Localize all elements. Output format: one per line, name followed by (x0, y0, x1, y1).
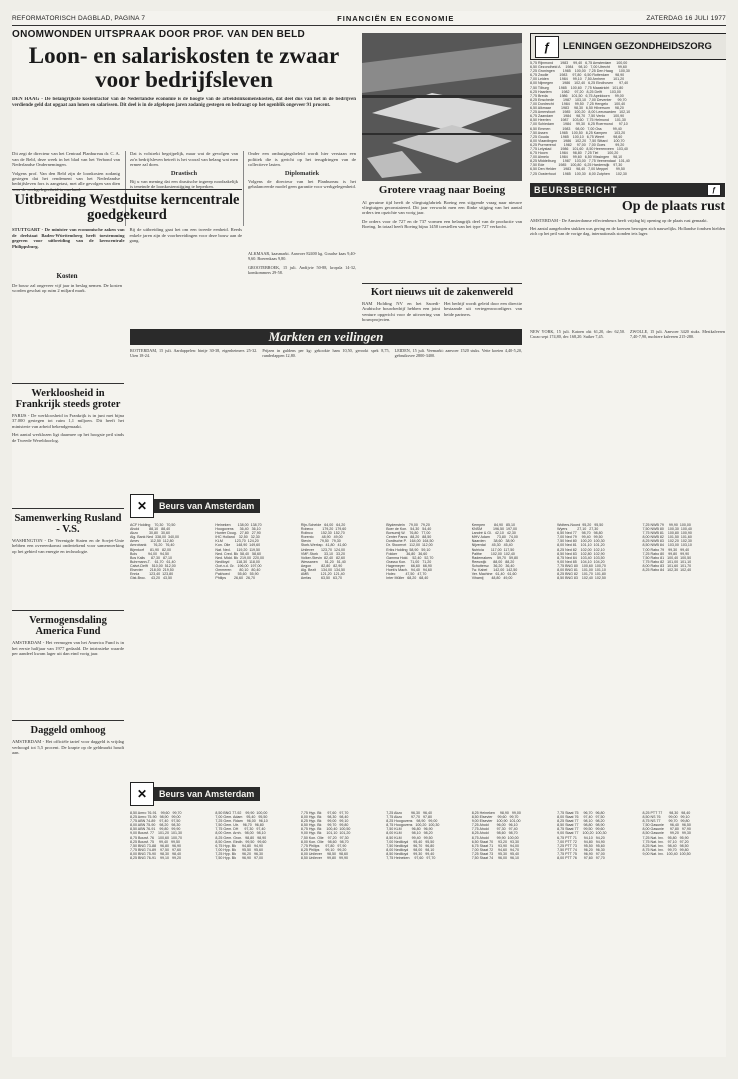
leningen-seal-icon: ƒ (535, 36, 559, 58)
brief-rusland-body: WASHINGTON - De Verenigde Staten en de Sovjet-Unie hebben een overeenkomst ondertekend voor samenwerking op het gebied van energie en technologie. (12, 538, 124, 554)
leningen-title: LENINGEN GEZONDHEIDSZORG (563, 41, 712, 52)
beurs-amsterdam-1-table: ACF Holding 70,30 70,50 Ahold 88,10 88,40 Akzo 30,80 30,60 Alg. Bank Ned 338,00 340,00 Amev 112,50 112,80 Amrobank 76,20 76,40 Bijenkorf 81,90 82,00 Bols 94,00 94,50 Bos Kalis 87,30 87,10 Buhrmann-T. 61,70 61,40 Calvé-Delft 510,00 512,00 Elsevier 218,00 219,50 Ennia 123,40 123,80 Gist-Broc. 43,20 43,50 Heineken 138,00 138,70 Hoogovens 36,40 36,10 Hunter Doug. 27,80 27,90 IHC Holland 32,50 32,30 KLM 123,70 124,20 Kon. Olie 148,90 149,60 Nat. Ned. 119,20 119,50 Ned. Cred. Bk 58,40 58,60 Ned. Midd. Bk 219,00 220,00 Nedlloyd 118,30 118,00 Océ-v.d. Gr. 196,00 197,00 Ommeren 80,10 80,40 Pakhoed 55,60 55,90 Philips 26,60 26,70 Rijn-Schelde 64,00 64,20 Robeco 179,20 179,60 Rolinco 152,30 152,70 Rorento 48,90 49,00 Stevin 79,50 79,30 Stork-Werksp. 41,80 41,60 Unilever 123,70 124,00 VMF-Stork 33,10 33,20 Volker-Stevin 82,40 82,60 Wessanen 51,20 51,40 Aegon 82,80 82,90 Alg. Bezit 134,00 134,50 AMB 121,20 121,40 Amfas 63,50 63,70 Blydenstein 79,00 79,20 Boer de Kon. 54,30 54,40 Borsumij W. 76,80 77,00 Center Parcs 88,20 88,50 Dordtsche P. 164,00 164,50 Dr. Stoomvrt 112,00 112,00 Eriks Holding 58,90 59,10 Fokker 36,80 36,60 Gamma Hold. 52,40 52,70 Grasso Kon. 71,00 71,20 Hagemeyer 66,60 66,90 Hoek's Mach. 94,40 94,60 Holec 47,50 47,70 Inter Müller 68,20 68,40 Kempen 84,90 85,10 KNSM 196,50 197,00 Landré & Gl. 42,10 42,30 MHV Adam 73,80 74,00 Naarden 38,60 38,90 Nijverdal 45,30 45,40 Nutricia 117,00 117,50 Palthe 102,00 102,40 Rademakers 59,70 59,80 Reeuwijk 88,00 88,20 Schuttersv. 36,20 36,40 Tw. Kabel 142,00 142,50 Ver. Machine 61,40 61,60 Vihamij 48,80 49,00 Wolters-Noord 95,20 95,50 Wyers 27,10 27,30 6,50 Ned 77 98,70 98,80 7,00 Ned 79 99,40 99,50 7,50 Ned 80 100,20 100,30 8,00 Ned 81 101,10 101,20 8,25 Ned 82 102,00 102,10 8,50 Ned 83 102,80 102,90 8,75 Ned 84 103,40 103,50 9,00 Ned 85 104,10 104,20 7,75 BNG 80 100,60 100,70 8,00 BNG 81 101,00 101,10 8,25 BNG 82 101,70 101,80 8,50 BNG 83 102,40 102,50 7,25 NWB 79 99,90 100,00 7,50 NWB 80 100,30 100,40 7,75 NWB 81 100,80 100,90 8,00 NWB 82 101,50 101,60 8,25 NWB 83 102,20 102,30 8,50 NWB 84 103,00 103,10 7,00 Rabo 79 99,30 99,40 7,25 Rabo 80 99,80 99,90 7,50 Rabo 81 100,40 100,50 7,75 Rabo 82 101,00 101,10 8,00 Rabo 83 101,60 101,70 8,25 Rabo 84 102,30 102,40 (130, 523, 692, 581)
subhead-diplomatiek: Diplomatiek (284, 169, 320, 177)
markten-column-right (530, 329, 725, 393)
kosten-body: De bouw zal ongeveer vijf jaar in beslag nemen. De kosten worden geschat op ruim 2 miljard mark. (12, 283, 122, 294)
markten-body: ROTTERDAM, 15 juli. Aardappelen: bintje 30-38, eigenheimers 25-32. Uien 18-24. Prijzen in guldens per kg: gekookte ham 10,50, gerookt spek 8,75, runderlappen 12,80. LEIDEN, 15 juli. Veemarkt: aanvoer 1520 stuks. Vette koeien 4,40-5,20, gebruiksvee 2800-3400. (130, 348, 522, 359)
zakenwereld-body: BAM Holding NV en het Saoedi-Arabische bouwbedrijf hebben een joint venture opgericht voor de uitvoering van bouwprojecten. Het bedrijf wordt geleid door een directie bestaande uit vertegenwoordigers van beide partners. (362, 301, 522, 323)
boeing-body: Al geruime tijd heeft de vliegtuigfabriek Boeing een stijgende vraag naar nieuwe vliegtuigen geconstateerd. Dit jaar verwacht men een flinke stijging van het aantal orders ten opzichte van vorig jaar. De orders voor de 727 en de 737 vormen een belangrijk deel van de productie van Boeing. In totaal heeft Boeing bijna 1450 toestellen van het type 727 verkocht. (362, 199, 522, 230)
beursbericht-title: BEURSBERICHT (534, 185, 618, 195)
markten-article (130, 329, 522, 394)
brief-daggeld-body: AMSTERDAM - Het officiële tarief voor daggeld is vrijdag verhoogd tot 5,5 procent. De krapte op de geldmarkt houdt aan. (12, 739, 124, 755)
westduitse-headline: Uitbreiding Westduitse kerncentrale goedgekeurd (14, 192, 240, 224)
beurs-amsterdam-2-table: 8,50 Amro 76-91 99,60 99,70 8,25 Amro 75-90 98,90 99,00 7,75 ABN 74-89 97,40 97,50 8,00 ABN 75-90 98,20 98,30 8,50 ABN 76-91 99,80 99,90 9,00 Bouwf. 77 101,20 101,30 8,75 Bouwf. 76 100,60 100,70 8,25 Bouwf. 75 99,40 99,50 7,50 BNG 73-88 96,80 96,90 7,75 BNG 74-89 97,50 97,60 8,00 BNG 75-90 98,30 98,40 8,25 BNG 76-91 99,10 99,20 8,50 BNG 77-92 99,90 100,00 7,00 Gem. Adam 95,40 95,50 7,25 Gem. Rdam 96,00 96,10 7,50 Gem. Utr. 96,70 96,80 7,75 Gem. DH 97,30 97,40 8,00 Gem. Arnh. 98,00 98,10 8,25 Gem. Gron. 98,80 98,90 8,50 Gem. Eindh. 99,50 99,60 6,75 Hyp. Bk 94,80 94,90 7,00 Hyp. Bk 95,50 95,60 7,25 Hyp. Bk 96,20 96,30 7,50 Hyp. Bk 96,90 97,00 7,75 Hyp. Bk 97,60 97,70 8,00 Hyp. Bk 98,30 98,40 8,25 Hyp. Bk 99,00 99,10 8,50 Hyp. Bk 99,70 99,80 8,75 Hyp. Bk 100,40 100,50 9,00 Hyp. Bk 101,10 101,20 7,50 Kon. Olie 97,20 97,30 8,00 Kon. Olie 98,60 98,70 7,75 Philips 97,80 97,90 8,25 Philips 99,10 99,20 8,00 Unilever 98,50 98,60 8,50 Unilever 99,80 99,90 7,25 Akzo 96,30 96,40 7,75 Akzo 97,70 97,80 8,25 Hoogovens 98,90 99,00 8,75 Hoogovens 100,20 100,30 7,50 KLM 96,80 96,90 8,00 KLM 98,10 98,20 8,50 KLM 99,40 99,50 7,00 Nedlloyd 95,40 95,50 7,50 Nedlloyd 96,70 96,80 8,00 Nedlloyd 98,00 98,10 8,50 Nedlloyd 99,30 99,40 7,75 Heineken 97,60 97,70 8,25 Heineken 98,90 99,00 8,50 Elsevier 99,60 99,70 9,00 Elsevier 100,90 101,00 7,25 Ahold 96,00 96,10 7,75 Ahold 97,30 97,40 8,25 Ahold 98,60 98,70 8,75 Ahold 99,90 100,00 6,50 Staat 70 93,20 93,30 6,75 Staat 71 93,90 94,00 7,00 Staat 72 94,60 94,70 7,25 Staat 73 95,30 95,40 7,50 Staat 74 96,00 96,10 7,75 Staat 75 96,70 96,80 8,00 Staat 76 97,40 97,50 8,25 Staat 77 98,10 98,20 8,50 Staat 77 98,80 98,90 8,75 Staat 77 99,50 99,60 9,00 Staat 77 100,20 100,30 6,75 PTT 71 94,10 94,20 7,00 PTT 72 94,80 94,90 7,25 PTT 73 95,50 95,60 7,50 PTT 74 96,20 96,30 7,75 PTT 75 96,90 97,00 8,00 PTT 76 97,60 97,70 8,25 PTT 77 98,30 98,40 8,50 NS 76 99,00 99,10 8,75 NS 77 99,70 99,80 7,50 Gasunie 96,40 96,50 8,00 Gasunie 97,80 97,90 8,50 Gasunie 99,20 99,30 7,25 Nat. Inv. 95,80 95,90 7,75 Nat. Inv. 97,10 97,20 8,25 Nat. Inv. 98,40 98,50 8,75 Nat. Inv. 99,70 99,80 9,00 Nat. Inv. 100,40 100,50 (130, 811, 691, 861)
valutakoersen-text: ALKMAAR, kaasmarkt. Aanvoer 82400 kg. Goudse kaas 9,40-9,60. Boerenkaas 9,80. GROOTEBROEK, 15 juli. Andijvie 50-88, kropsla 14-32, komkommers 29-58. (248, 251, 356, 276)
beursbericht-headline: Op de plaats rust (621, 199, 725, 214)
newspaper-page (12, 11, 726, 1057)
beurs-amsterdam-1-header (130, 493, 260, 519)
sidebar-briefs (12, 383, 124, 799)
brief-werkloosheid-headline: Werkloosheid in Frankrijk steeds groter (15, 388, 121, 411)
beursbericht (530, 183, 725, 276)
leningen-header (530, 33, 726, 60)
beursbericht-body: AMSTERDAM - De Amsterdamse effectenbeurs heeft vrijdag bij opening op de plaats rust gemaakt. Het aantal aangeboden stukken was gering en de koersen bewogen zich nauwelijks. Hollandse fondsen hielden zich op het peil van de vorige dag, internationals stonden iets lager. (530, 217, 725, 236)
kosten-subhead: Kosten (56, 272, 78, 280)
beursbericht-banner (530, 183, 725, 197)
subhead-drastisch: Drastisch (170, 169, 198, 177)
boeing-headline: Grotere vraag naar Boeing (378, 184, 506, 196)
kosten-section (12, 269, 122, 307)
amsterdam-arms-icon-1: ✕ (130, 494, 154, 518)
brief-daggeld-headline: Daggeld omhoog (30, 725, 106, 737)
valutakoersen-box (248, 251, 356, 291)
brief-werkloosheid-body: PARIJS - De werkloosheid in Frankrijk is in juni met bijna 37.000 gestegen tot ruim 1,1 miljoen. Dit heeft het ministerie van arbeid bekendgemaakt. Het aantal werklozen ligt daarmee op het hoogste peil sinds de Tweede Wereldoorlog. (12, 413, 124, 443)
beurs-amsterdam-2-header (130, 781, 260, 807)
masthead-date: ZATERDAG 16 JULI 1977 (646, 14, 726, 22)
brief-america-fund-headline: Vermogensdaling America Fund (29, 615, 107, 638)
beurs-amsterdam-2-title: Beurs van Amsterdam (154, 787, 260, 801)
brief-rusland-headline: Samenwerking Rusland - V.S. (14, 513, 122, 536)
lead-kicker: ONOMWONDEN UITSPRAAK DOOR PROF. VAN DEN BELD (12, 29, 306, 40)
boeing-photo (362, 33, 522, 181)
amsterdam-arms-icon-2: ✕ (130, 782, 154, 806)
boeing-article (362, 185, 522, 284)
lead-column-1: Dit zegt de directeur van het Centraal Planbureau dr. C. A. van de Beld, deze week in het blad van het Verbond van Nederlandse Ondernemingen. Volgens prof. Van den Beld zijn de loonkosten zodanig gestegen dat het rendement van het Nederlandse bedrijfsleven fors is aangetast, met alle gevolgen van dien (12, 151, 120, 187)
beurs-amsterdam-1-title: Beurs van Amsterdam (154, 499, 260, 513)
brief-america-fund-body: AMSTERDAM - Het vermogen van het America Fund is in het eerste halfjaar van 1977 gedaald. De intrinsieke waarde per aandeel kwam lager uit dan eind vorig jaar. (12, 640, 124, 656)
masthead-left: REFORMATORISCH DAGBLAD, PAGINA 7 (12, 14, 146, 22)
beursbericht-intro: AMSTERDAM - De Amsterdamse effectenbeurs heeft vrijdag bij opening op de plaats rust gemaakt. (530, 217, 708, 223)
markten-right-body: NEW YORK, 15 juli. Katoen okt 61,20, dec 62,50. Cacao sept 174,80, dec 168,20. Suiker 7,45. ZWOLLE, 15 juli. Aanvoer 3420 stuks. Mestkalveren 7,40-7,90, nuchtere kalveren 215-280. (530, 329, 725, 340)
markten-headline: Markten en veilingen (130, 329, 522, 345)
aircraft-factory-image (362, 33, 522, 181)
zakenwereld-headline: Kort nieuws uit de zakenwereld (370, 287, 514, 298)
lead-headline: Loon- en salariskosten te zwaar voor bedrijfsleven (28, 43, 340, 93)
lead-column-3: Onder een ombuigingsbeleid wordt hier verstaan een politiek die is gericht op het terugdringen van de collectieve lasten. Diplomatiek Volgens de directeur van het Planbureau is het gebalanceerde model geen garantie voor werkgelegenheid. (243, 151, 356, 226)
masthead (12, 11, 726, 26)
westduitse-body: STUTTGART - De minister van economische zaken van de deelstaat Baden-Württemberg heeft toestemming gegeven voor uitbreiding van de kerncentrale Philippsburg. Bij de uitbreiding gaat het om een tweede eenheid. Reeds enkele jaren zijn de voorbereidingen voor deze bouw aan de gang. (12, 227, 242, 249)
lead-column-2: Dat is volstrekt begrijpelijk, maar wat de gevolgen van zo'n bedrijfsleven betreft is het vooral van belang wat men ermee zal doen. Drastisch Bij u van mening dat een drastische ingreep noodzakelijk is teneinde de loonkostenstijging te beperken. (125, 151, 238, 226)
leningen-table: 5,75 Rijnmond 1983 99,40 6,75 Amsterdam 100,00 6,50 Gezondheid A 1984 98,10 7,00 Utrecht 99,60 7,25 Groningen 1985 100,00 7,25 Den Haag 100,30 6,75 Zwolle 1983 97,80 6,50 Rotterdam 98,90 7,00 Leiden 1984 99,10 7,50 Arnhem 101,20 8,00 Nijmegen 1986 102,40 6,25 Eindhoven 97,40 7,50 Tilburg 1985 100,60 7,75 Maastricht 101,80 6,25 Haarlem 1982 97,20 8,25 Delft 103,00 7,75 Breda 1986 101,50 6,75 Apeldoorn 99,00 8,25 Enschede 1987 103,10 7,00 Deventer 99,70 7,00 Dordrecht 1984 99,50 7,25 Hengelo 100,40 6,50 Alkmaar 1983 98,30 6,50 Hilversum 98,20 7,25 Amersfoort 1985 100,20 8,00 Leeuwarden 102,10 6,75 Zaandam 1984 98,70 7,50 Venlo 100,90 8,50 Heerlen 1987 103,60 7,75 Helmond 101,30 7,00 Schiedam 1984 99,30 6,25 Roermond 97,10 6,50 Emmen 1983 98,00 7,00 Oss 99,40 7,50 Assen 1985 100,50 8,25 Kampen 103,20 7,25 Gouda 1985 100,10 6,75 Weert 98,60 8,00 Vlaardingen 1986 102,20 7,50 Sittard 100,70 6,25 Purmerend 1982 97,00 7,00 Goes 99,20 7,75 Lelystad 1986 101,60 8,50 Heerenveen 103,40 6,75 Hoorn 1984 98,80 7,25 Tiel 100,20 7,00 Almelo 1984 99,60 6,50 Vlissingen 98,10 8,25 Middelburg 1987 103,00 7,75 Veenendaal 101,40 7,50 Ede 1985 100,80 6,25 Harderwijk 97,30 6,50 Den Helder 1983 98,40 7,00 Meppel 99,50 7,25 Oosterhout 1985 100,30 8,00 Zutphen 102,30 (530, 61, 631, 176)
beursbericht-seal-icon: ƒ (707, 184, 721, 196)
section-title: FINANCIËN EN ECONOMIE (337, 13, 455, 23)
lead-intro: DEN HAAG - De belangrijkste kostenfactor van de Nederlandse economie is de hoogte van de arbeidsinkomenskosten, dat deel dus van het in de bedrijven verdiende geld dat opgaat aan lonen en salarissen. Dit deel is in de afgelopen jaren zodanig gestegen en bedraagt op het ogenblik ongeveer 91 procent. (12, 97, 356, 108)
